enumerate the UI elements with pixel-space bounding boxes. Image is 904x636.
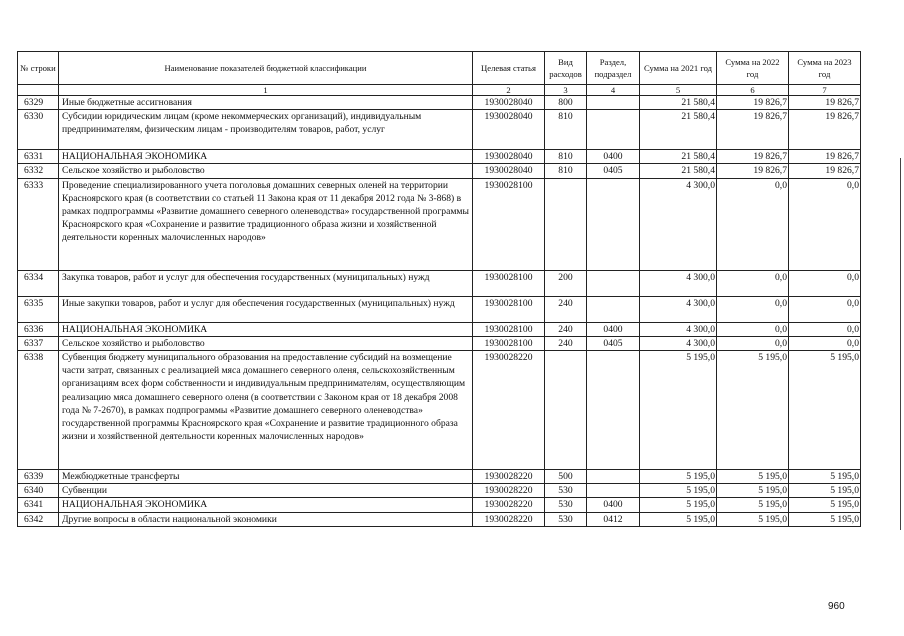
row-number-cell: 6340 [18,484,59,498]
section-cell [587,178,640,270]
indicator-name-cell: Субсидии юридическим лицам (кроме некоммерческих организаций), индивидуальным предпринимателям, физическим лицам - производителям товаров, работ, услуг [59,110,473,150]
table-row [18,336,861,350]
column-number: 4 [587,85,640,96]
table-row [18,178,861,270]
sum-2023-cell: 19 826,7 [789,164,861,178]
target-article-cell: 1930028040 [473,96,545,110]
row-number-cell: 6334 [18,270,59,296]
target-article-cell: 1930028220 [473,512,545,526]
budget-table [17,51,861,527]
target-article-cell: 1930028100 [473,336,545,350]
sum-2023-cell: 19 826,7 [789,96,861,110]
sum-2021-cell: 21 580,4 [640,164,717,178]
section-cell: 0400 [587,322,640,336]
table-row [18,322,861,336]
section-cell: 0405 [587,336,640,350]
indicator-name-cell: НАЦИОНАЛЬНАЯ ЭКОНОМИКА [59,498,473,512]
expense-type-cell: 810 [545,164,587,178]
sum-2022-cell: 0,0 [717,270,789,296]
column-number: 3 [545,85,587,96]
sum-2022-cell: 19 826,7 [717,110,789,150]
table-row [18,484,861,498]
sum-2022-cell: 19 826,7 [717,150,789,164]
section-cell [587,110,640,150]
expense-type-cell: 800 [545,96,587,110]
indicator-name-cell: Межбюджетные трансферты [59,470,473,484]
row-number-cell: 6337 [18,336,59,350]
indicator-name-cell: Иные бюджетные ассигнования [59,96,473,110]
sum-2021-cell: 5 195,0 [640,498,717,512]
target-article-cell: 1930028220 [473,351,545,470]
indicator-name-cell: Другие вопросы в области национальной экономики [59,512,473,526]
sum-2022-cell: 19 826,7 [717,96,789,110]
budget-table-container [17,51,860,527]
section-cell [587,296,640,322]
sum-2021-cell: 5 195,0 [640,470,717,484]
sum-2023-cell: 5 195,0 [789,498,861,512]
section-cell: 0400 [587,498,640,512]
sum-2021-cell: 21 580,4 [640,96,717,110]
column-number: 7 [789,85,861,96]
expense-type-cell: 530 [545,484,587,498]
header-target-article: Целевая статья [473,52,545,85]
sum-2021-cell: 4 300,0 [640,336,717,350]
header-section: Раздел, подраздел [587,52,640,85]
indicator-name-cell: Иные закупки товаров, работ и услуг для обеспечения государственных (муниципальных) нужд [59,296,473,322]
indicator-name-cell: Субвенции [59,484,473,498]
row-number-cell: 6341 [18,498,59,512]
target-article-cell: 1930028040 [473,164,545,178]
target-article-cell: 1930028220 [473,498,545,512]
column-number [18,85,59,96]
header-row [18,52,861,85]
sum-2022-cell: 0,0 [717,322,789,336]
sum-2023-cell: 0,0 [789,322,861,336]
section-cell: 0400 [587,150,640,164]
target-article-cell: 1930028040 [473,110,545,150]
target-article-cell: 1930028100 [473,178,545,270]
row-number-cell: 6338 [18,351,59,470]
sum-2022-cell: 5 195,0 [717,484,789,498]
row-number-cell: 6333 [18,178,59,270]
row-number-cell: 6342 [18,512,59,526]
column-number-row [18,85,861,96]
header-sum-2023: Сумма на 2023 год [789,52,861,85]
page-number: 960 [828,601,845,612]
section-cell: 0405 [587,164,640,178]
indicator-name-cell: Сельское хозяйство и рыболовство [59,336,473,350]
expense-type-cell [545,351,587,470]
sum-2022-cell: 0,0 [717,178,789,270]
target-article-cell: 1930028040 [473,150,545,164]
sum-2022-cell: 19 826,7 [717,164,789,178]
expense-type-cell: 530 [545,498,587,512]
table-row [18,351,861,470]
target-article-cell: 1930028100 [473,322,545,336]
expense-type-cell [545,178,587,270]
indicator-name-cell: НАЦИОНАЛЬНАЯ ЭКОНОМИКА [59,322,473,336]
row-number-cell: 6330 [18,110,59,150]
sum-2023-cell: 19 826,7 [789,110,861,150]
sum-2021-cell: 4 300,0 [640,178,717,270]
column-number: 5 [640,85,717,96]
section-cell [587,351,640,470]
section-cell [587,484,640,498]
sum-2023-cell: 19 826,7 [789,150,861,164]
column-number: 6 [717,85,789,96]
sum-2022-cell: 5 195,0 [717,351,789,470]
header-row-number: № строки [18,52,59,85]
section-cell [587,470,640,484]
sum-2023-cell: 0,0 [789,270,861,296]
column-number: 1 [59,85,473,96]
sum-2022-cell: 5 195,0 [717,512,789,526]
table-row [18,96,861,110]
row-number-cell: 6329 [18,96,59,110]
column-number: 2 [473,85,545,96]
indicator-name-cell: НАЦИОНАЛЬНАЯ ЭКОНОМИКА [59,150,473,164]
table-row [18,110,861,150]
expense-type-cell: 200 [545,270,587,296]
sum-2023-cell: 0,0 [789,178,861,270]
row-number-cell: 6332 [18,164,59,178]
header-indicator-name: Наименование показателей бюджетной классификации [59,52,473,85]
indicator-name-cell: Проведение специализированного учета поголовья домашних северных оленей на территории Красноярского края (в соответствии со статьей 11 Закона края от 11 декабря 2012 года № 3-868) в рамках подпрограммы «Развитие домашнего северного оленеводства» государственной программы Красноярского края «Сохранение и развитие традиционного образа жизни и хозяйственной деятельности коренных малочисленных народов» [59,178,473,270]
row-number-cell: 6331 [18,150,59,164]
expense-type-cell: 530 [545,512,587,526]
table-row [18,150,861,164]
table-row [18,296,861,322]
sum-2023-cell: 0,0 [789,296,861,322]
table-row [18,512,861,526]
expense-type-cell: 810 [545,110,587,150]
target-article-cell: 1930028100 [473,270,545,296]
expense-type-cell: 240 [545,296,587,322]
sum-2022-cell: 0,0 [717,336,789,350]
indicator-name-cell: Сельское хозяйство и рыболовство [59,164,473,178]
section-cell: 0412 [587,512,640,526]
table-body [18,96,861,527]
indicator-name-cell: Субвенция бюджету муниципального образования на предоставление субсидий на возмещение части затрат, связанных с реализацией мяса домашнего северного оленя, сельскохозяйственным организациям всех форм собственности и индивидуальным предпринимателям, осуществляющим реализацию мяса домашнего северного оленя (в соответствии с Законом края от 18 декабря 2008 года № 7-2670), в рамках подпрограммы «Развитие домашнего северного оленеводства» государственной программы Красноярского края «Сохранение и развитие традиционного образа жизни и хозяйственной деятельности коренных малочисленных народов» [59,351,473,470]
row-number-cell: 6335 [18,296,59,322]
target-article-cell: 1930028220 [473,484,545,498]
sum-2021-cell: 5 195,0 [640,512,717,526]
sum-2023-cell: 5 195,0 [789,351,861,470]
sum-2023-cell: 5 195,0 [789,470,861,484]
row-number-cell: 6339 [18,470,59,484]
sum-2021-cell: 4 300,0 [640,322,717,336]
sum-2021-cell: 5 195,0 [640,351,717,470]
sum-2023-cell: 5 195,0 [789,484,861,498]
expense-type-cell: 500 [545,470,587,484]
sum-2021-cell: 21 580,4 [640,110,717,150]
sum-2021-cell: 5 195,0 [640,484,717,498]
section-cell [587,96,640,110]
sum-2021-cell: 4 300,0 [640,270,717,296]
page-edge-line [900,158,901,530]
indicator-name-cell: Закупка товаров, работ и услуг для обеспечения государственных (муниципальных) нужд [59,270,473,296]
section-cell [587,270,640,296]
expense-type-cell: 240 [545,322,587,336]
table-row [18,270,861,296]
sum-2021-cell: 21 580,4 [640,150,717,164]
expense-type-cell: 240 [545,336,587,350]
sum-2021-cell: 4 300,0 [640,296,717,322]
sum-2022-cell: 0,0 [717,296,789,322]
table-row [18,470,861,484]
header-sum-2021: Сумма на 2021 год [640,52,717,85]
sum-2023-cell: 5 195,0 [789,512,861,526]
header-sum-2022: Сумма на 2022 год [717,52,789,85]
expense-type-cell: 810 [545,150,587,164]
target-article-cell: 1930028100 [473,296,545,322]
table-row [18,498,861,512]
table-row [18,164,861,178]
target-article-cell: 1930028220 [473,470,545,484]
row-number-cell: 6336 [18,322,59,336]
header-expense-type: Вид расходов [545,52,587,85]
sum-2022-cell: 5 195,0 [717,470,789,484]
sum-2023-cell: 0,0 [789,336,861,350]
sum-2022-cell: 5 195,0 [717,498,789,512]
